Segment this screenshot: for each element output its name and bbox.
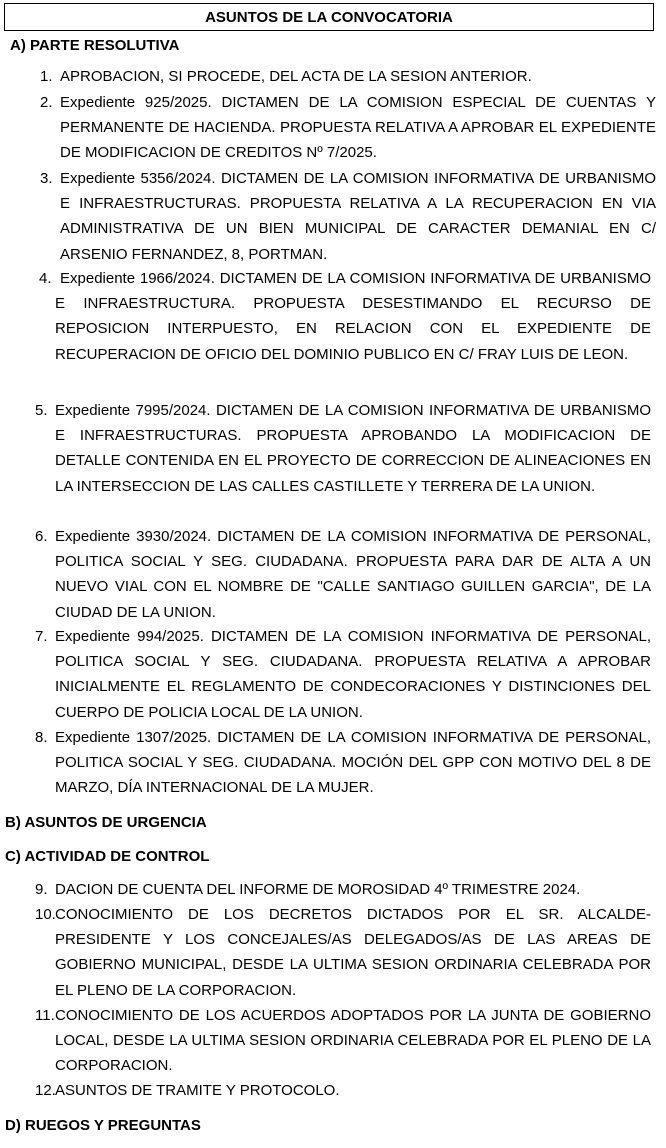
agenda-item <box>35 1078 651 1103</box>
agenda-item <box>35 398 651 499</box>
agenda-item <box>35 877 651 902</box>
section-d-heading: D) RUEGOS Y PREGUNTAS <box>5 1117 201 1134</box>
item-number: 9. <box>35 881 48 898</box>
agenda-item <box>35 624 651 725</box>
item-number: 7. <box>35 628 48 645</box>
item-number: 12. <box>35 1082 56 1099</box>
document-title: ASUNTOS DE LA CONVOCATORIA <box>4 3 654 31</box>
item-text: DACION DE CUENTA DEL INFORME DE MOROSIDAD 4º TRIMESTRE 2024. <box>55 881 581 898</box>
item-number: 10. <box>35 906 56 923</box>
item-text: ASUNTOS DE TRAMITE Y PROTOCOLO. <box>55 1082 340 1099</box>
item-text: Expediente 925/2025. DICTAMEN DE LA COMISION ESPECIAL DE CUENTAS Y PERMANENTE DE HACIENDA. PROPUESTA RELATIVA A APROBAR EL EXPEDIENTE DE MODIFICACION DE CREDITOS Nº 7/2025. <box>60 94 656 162</box>
agenda-item <box>35 725 651 801</box>
item-number: 5. <box>35 402 48 419</box>
item-number: 3. <box>40 170 53 187</box>
item-text: Expediente 5356/2024. DICTAMEN DE LA COMISION INFORMATIVA DE URBANISMO E INFRAESTRUCTURAS. PROPUESTA RELATIVA A LA RECUPERACION EN VIA ADMINISTRATIVA DE UN BIEN MUNICIPAL DE CARACTER DEMANIAL EN C/ ARSENIO FERNANDEZ, 8, PORTMAN. <box>60 170 656 263</box>
agenda-item <box>40 90 656 166</box>
item-number: 11. <box>35 1007 55 1024</box>
item-text: APROBACION, SI PROCEDE, DEL ACTA DE LA SESION ANTERIOR. <box>60 68 532 85</box>
section-c-heading: C) ACTIVIDAD DE CONTROL <box>5 848 210 865</box>
agenda-item <box>40 166 656 267</box>
item-number: 6. <box>35 528 48 545</box>
agenda-item <box>39 266 651 367</box>
section-b-heading: B) ASUNTOS DE URGENCIA <box>5 814 207 831</box>
item-number: 4. <box>39 270 52 287</box>
item-text: Expediente 3930/2024. DICTAMEN DE LA COMISION INFORMATIVA DE PERSONAL, POLITICA SOCIAL Y SEG. CIUDADANA. PROPUESTA PARA DAR DE ALTA A UN NUEVO VIAL CON EL NOMBRE DE "CALLE SANTIAGO GUILLEN GARCIA", DE LA CIUDAD DE LA UNION. <box>55 528 651 621</box>
section-a-heading: A) PARTE RESOLUTIVA <box>10 37 180 54</box>
item-text: CONOCIMIENTO DE LOS ACUERDOS ADOPTADOS POR LA JUNTA DE GOBIERNO LOCAL, DESDE LA ULTIMA SESION ORDINARIA CELEBRADA POR EL PLENO DE LA CORPORACION. <box>55 1007 651 1075</box>
item-text: Expediente 994/2025. DICTAMEN DE LA COMISION INFORMATIVA DE PERSONAL, POLITICA SOCIAL Y SEG. CIUDADANA. PROPUESTA RELATIVA A APROBAR INICIALMENTE EL REGLAMENTO DE CONDECORACIONES Y DISTINCIONES DEL CUERPO DE POLICIA LOCAL DE LA UNION. <box>55 628 651 721</box>
item-text: Expediente 1307/2025. DICTAMEN DE LA COMISION INFORMATIVA DE PERSONAL, POLITICA SOCIAL Y SEG. CIUDADANA. MOCIÓN DEL GPP CON MOTIVO DEL 8 DE MARZO, DÍA INTERNACIONAL DE LA MUJER. <box>55 729 651 797</box>
item-text: Expediente 1966/2024. DICTAMEN DE LA COMISION INFORMATIVA DE URBANISMO E INFRAESTRUCTURA. PROPUESTA DESESTIMANDO EL RECURSO DE REPOSICION INTERPUESTO, EN RELACION CON EL EXPEDIENTE DE RECUPERACION DE OFICIO DEL DOMINIO PUBLICO EN C/ FRAY LUIS DE LEON. <box>55 270 651 363</box>
agenda-item <box>35 524 651 625</box>
item-text: Expediente 7995/2024. DICTAMEN DE LA COMISION INFORMATIVA DE URBANISMO E INFRAESTRUCTURAS. PROPUESTA APROBANDO LA MODIFICACION DE DETALLE CONTENIDA EN EL PROYECTO DE CORRECCION DE ALINEACIONES EN LA INTERSECCION DE LAS CALLES CASTILLETE Y TERRERA DE LA UNION. <box>55 402 651 495</box>
item-number: 2. <box>40 94 53 111</box>
item-number: 8. <box>35 729 48 746</box>
agenda-item <box>35 1003 651 1079</box>
item-text: CONOCIMIENTO DE LOS DECRETOS DICTADOS POR EL SR. ALCALDE-PRESIDENTE Y LOS CONCEJALES/AS DELEGADOS/AS DE LAS AREAS DE GOBIERNO MUNICIPAL, DESDE LA ULTIMA SESION ORDINARIA CELEBRADA POR EL PLENO DE LA CORPORACION. <box>55 906 651 999</box>
item-number: 1. <box>40 68 53 85</box>
agenda-item <box>40 64 656 89</box>
agenda-item <box>35 902 651 1003</box>
